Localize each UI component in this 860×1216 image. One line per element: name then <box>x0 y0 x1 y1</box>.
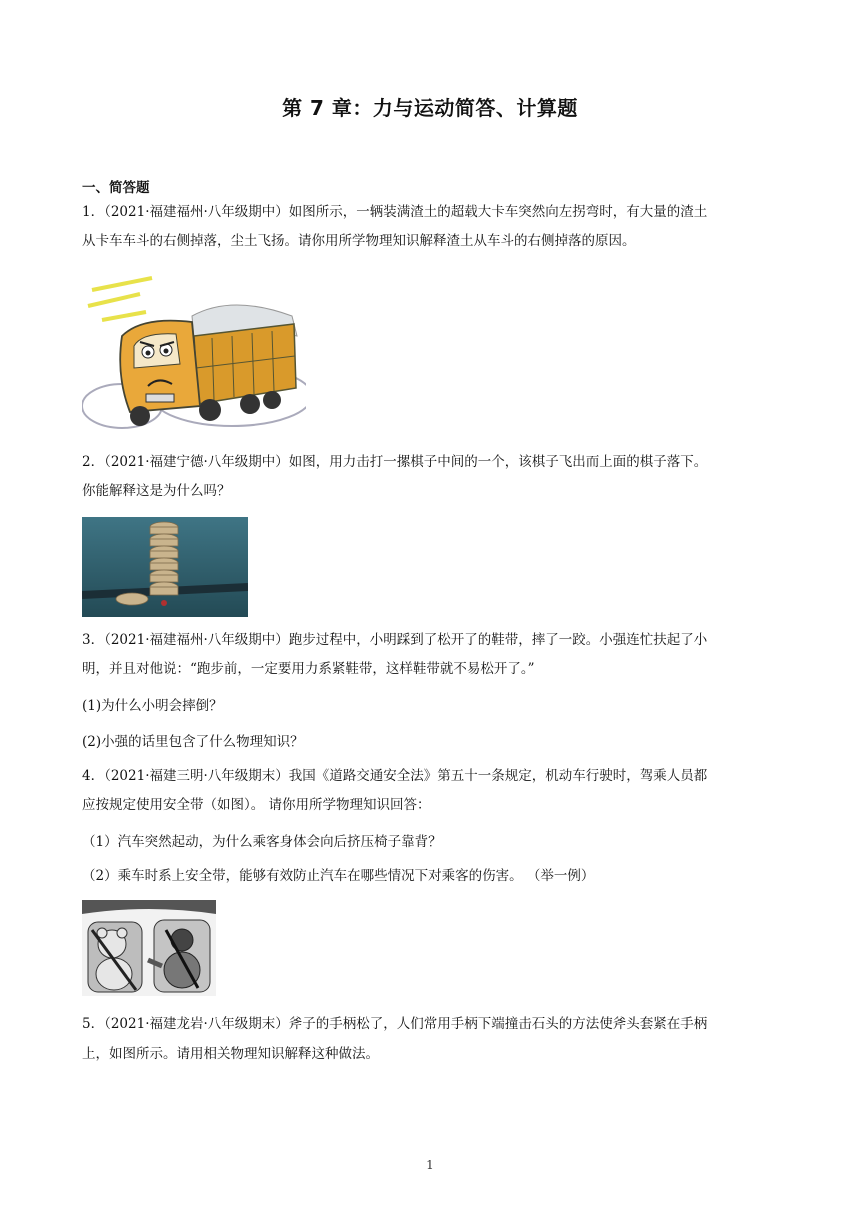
question-3-line-1: 3．（2021·福建福州·八年级期中）跑步过程中，小明踩到了松开了的鞋带，摔了一跤。小强连忙扶起了小 <box>82 632 708 648</box>
question-4-line-2: 应按规定使用安全带（如图）。 请你用所学物理知识回答： <box>82 797 431 813</box>
page-number: 1 <box>426 1158 434 1172</box>
question-2-line-1: 2．（2021·福建宁德·八年级期中）如图，用力击打一摞棋子中间的一个，该棋子飞出而上面的棋子落下。 <box>82 454 708 470</box>
question-1-line-1: 1．（2021·福建福州·八年级期中）如图所示，一辆装满渣土的超载大卡车突然向左拐弯时，有大量的渣土 <box>82 204 708 220</box>
question-3-line-2: 明，并且对他说：“跑步前，一定要用力系紧鞋带，这样鞋带就不易松开了。” <box>82 661 535 677</box>
page-title: 第 7 章：力与运动简答、计算题 <box>282 96 578 120</box>
seatbelt-figure <box>82 900 216 996</box>
truck-figure <box>82 276 306 432</box>
section-heading: 一、简答题 <box>82 180 150 196</box>
question-5-line-2: 上，如图所示。请用相关物理知识解释这种做法。 <box>82 1046 379 1062</box>
question-2-line-2: 你能解释这是为什么吗？ <box>82 483 231 499</box>
checker-stack-figure <box>82 517 248 617</box>
question-5-line-1: 5．（2021·福建龙岩·八年级期末）斧子的手柄松了，人们常用手柄下端撞击石头的方法使斧头套紧在手柄 <box>82 1016 708 1032</box>
question-3-sub-2: (2)小强的话里包含了什么物理知识？ <box>82 734 304 750</box>
question-4-sub-2: （2）乘车时系上安全带，能够有效防止汽车在哪些情况下对乘客的伤害。 （举一例） <box>82 868 595 884</box>
question-4-sub-1: （1）汽车突然起动，为什么乘客身体会向后挤压椅子靠背？ <box>82 834 442 850</box>
question-3-sub-1: (1)为什么小明会摔倒？ <box>82 698 223 714</box>
question-1-line-2: 从卡车车斗的右侧掉落，尘土飞扬。请你用所学物理知识解释渣土从车斗的右侧掉落的原因。 <box>82 233 636 249</box>
question-4-line-1: 4．（2021·福建三明·八年级期末）我国《道路交通安全法》第五十一条规定，机动车行驶时，驾乘人员都 <box>82 768 708 784</box>
